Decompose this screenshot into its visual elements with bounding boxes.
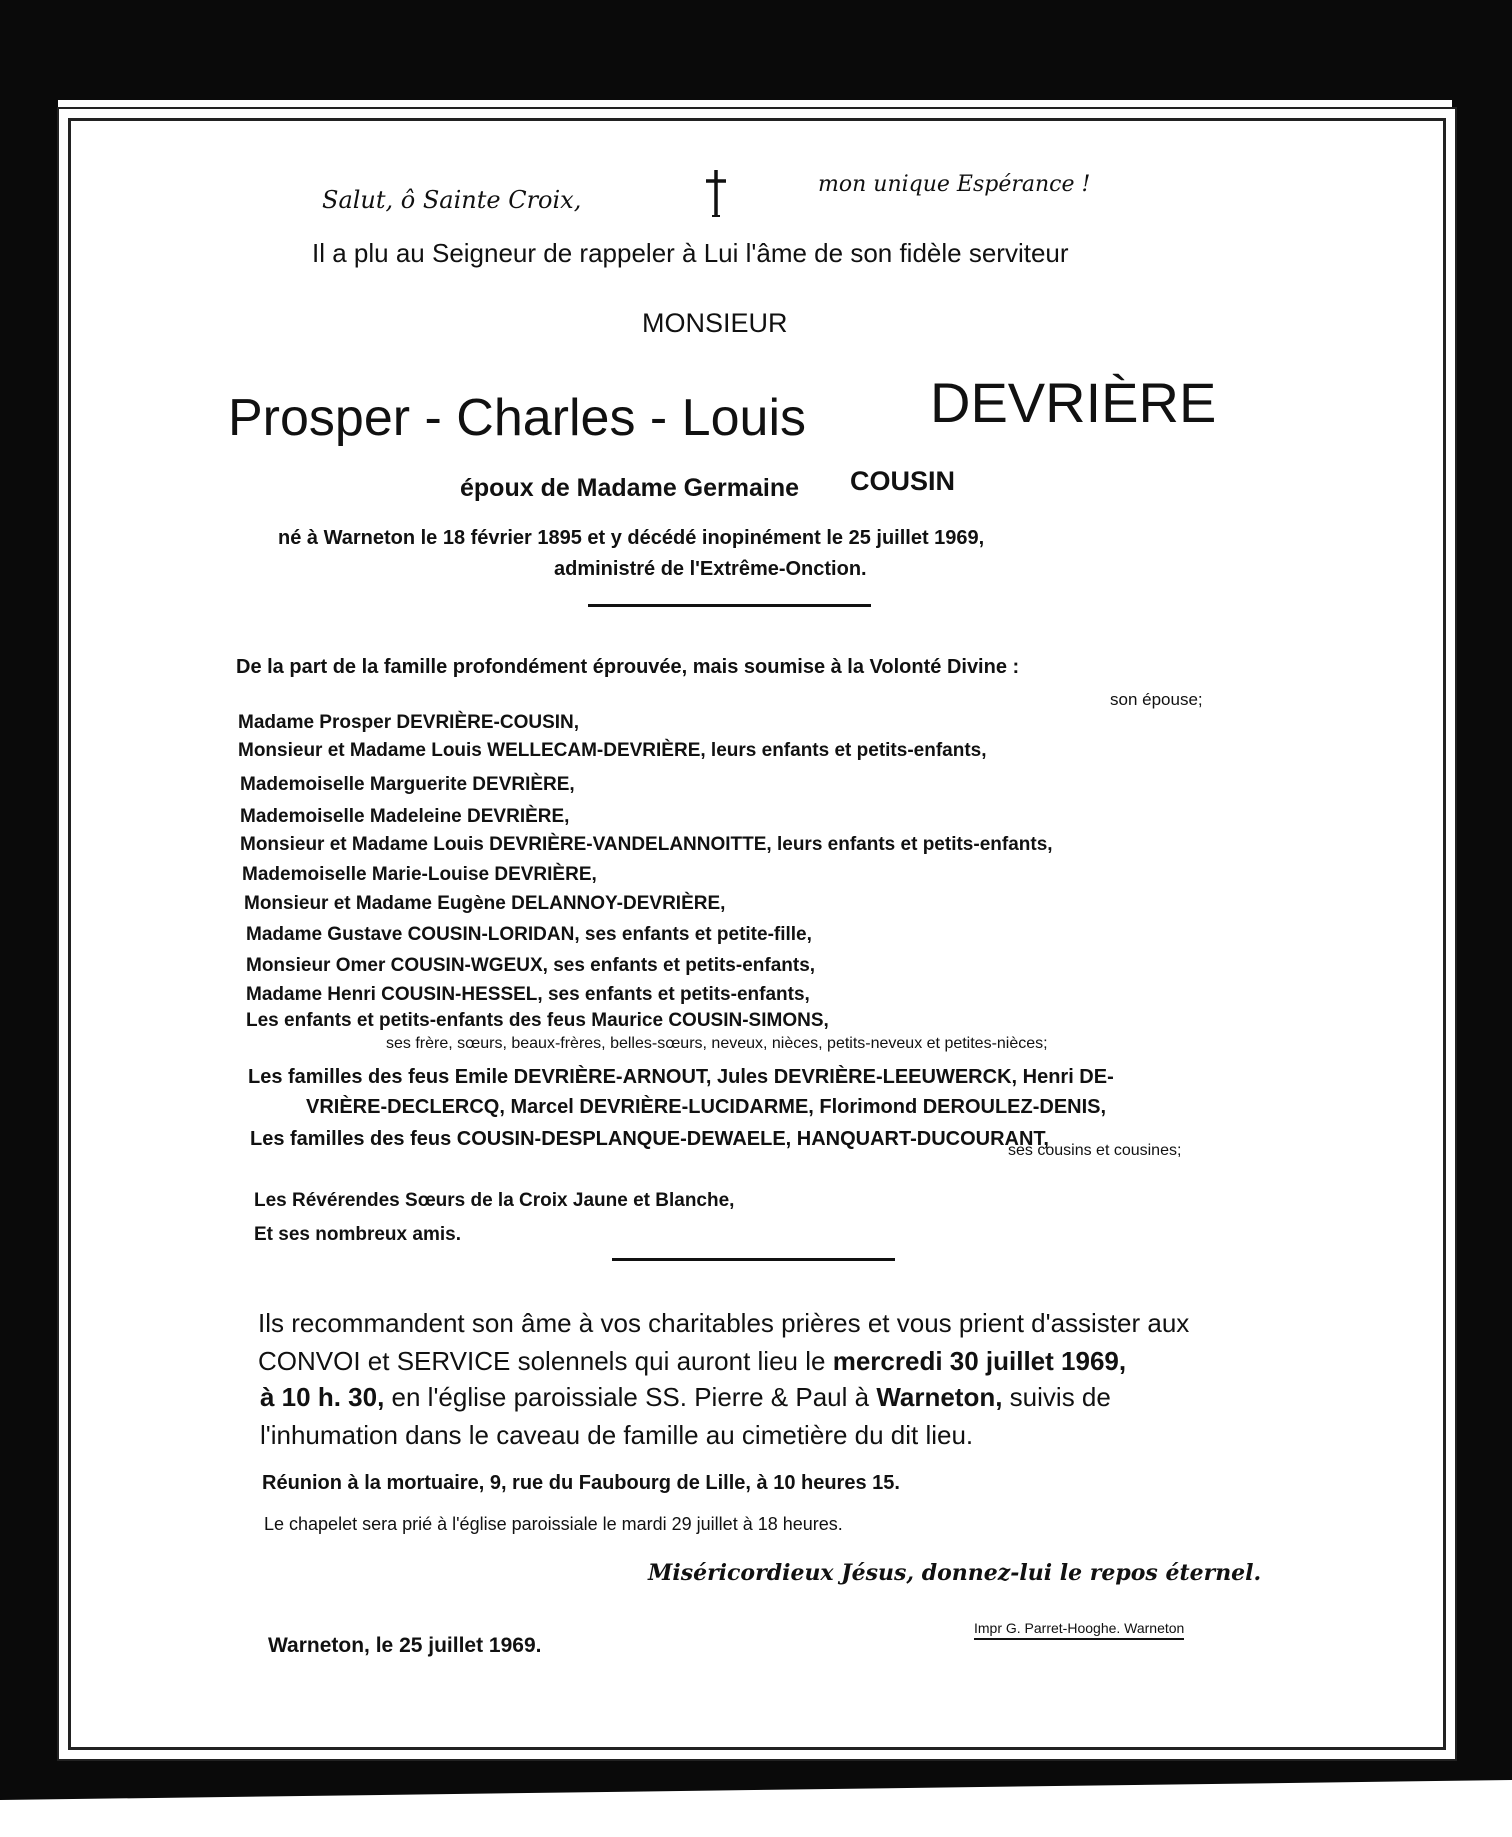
honorific: MONSIEUR	[642, 308, 788, 338]
service-town: Warneton,	[876, 1382, 1003, 1412]
salutation-right: mon unique Espérance !	[818, 172, 1091, 197]
family-line: Madame Gustave COUSIN-LORIDAN, ses enfants et petite-fille,	[246, 924, 812, 945]
family-line: Les enfants et petits-enfants des feus Maurice COUSIN-SIMONS,	[246, 1010, 829, 1031]
service-date: mercredi 30 juillet 1969,	[832, 1346, 1127, 1376]
family-spouse-role: son épouse;	[1110, 690, 1203, 709]
family-line: Mademoiselle Madeleine DEVRIÈRE,	[240, 806, 570, 827]
service-line-1: Ils recommandent son âme à vos charitables prières et vous prient d'assister aux	[258, 1308, 1190, 1338]
spouse-surname: COUSIN	[850, 466, 956, 496]
family-line: Monsieur et Madame Louis DEVRIÈRE-VANDELANNOITTE, leurs enfants et petits-enfants,	[240, 834, 1053, 855]
siblings-role: ses frère, sœurs, beaux-frères, belles-sœurs, neveux, nièces, petits-neveux et petites-nièces;	[386, 1035, 1048, 1052]
service-line-3-end: suivis de	[1002, 1382, 1111, 1412]
printer-credit: Impr G. Parret-Hooghe. Warneton	[974, 1620, 1184, 1640]
service-line-2-text: CONVOI et SERVICE solennels qui auront lieu le	[258, 1346, 833, 1376]
family-line: Mademoiselle Marguerite DEVRIÈRE,	[240, 774, 575, 795]
family-line: Monsieur Omer COUSIN-WGEUX, ses enfants et petits-enfants,	[246, 955, 816, 976]
deceased-surname: DEVRIÈRE	[930, 371, 1217, 434]
service-line-2	[258, 1346, 1126, 1377]
intro-line: Il a plu au Seigneur de rappeler à Lui l'âme de son fidèle serviteur	[312, 238, 1069, 268]
cousins-line: Les familles des feus COUSIN-DESPLANQUE-DEWAELE, HANQUART-DUCOURANT,	[250, 1128, 1049, 1150]
divider-bottom	[612, 1258, 895, 1261]
family-intro: De la part de la famille profondément éprouvée, mais soumise à la Volonté Divine :	[236, 656, 1020, 678]
family-spouse: Madame Prosper DEVRIÈRE-COUSIN,	[238, 712, 580, 733]
cousins-role: ses cousins et cousines;	[1008, 1142, 1182, 1159]
reunion-line: Réunion à la mortuaire, 9, rue du Faubourg de Lille, à 10 heures 15.	[262, 1472, 900, 1494]
cousins-line: Les familles des feus Emile DEVRIÈRE-ARNOUT, Jules DEVRIÈRE-LEEUWERCK, Henri DE-	[248, 1066, 1114, 1088]
spouse-line-prefix: époux de Madame Germaine	[460, 474, 800, 502]
birth-death-line: né à Warneton le 18 février 1895 et y décédé inopinément le 25 juillet 1969,	[278, 527, 985, 549]
cousins-line: VRIÈRE-DECLERCQ, Marcel DEVRIÈRE-LUCIDARME, Florimond DEROULEZ-DENIS,	[306, 1096, 1107, 1118]
rosary-line: Le chapelet sera prié à l'église paroissiale le mardi 29 juillet à 18 heures.	[264, 1514, 843, 1534]
sacrament-line: administré de l'Extrême-Onction.	[554, 558, 867, 580]
place-date: Warneton, le 25 juillet 1969.	[268, 1634, 542, 1657]
service-line-4: l'inhumation dans le caveau de famille au cimetière du dit lieu.	[260, 1420, 974, 1450]
family-line: Monsieur et Madame Louis WELLECAM-DEVRIÈRE, leurs enfants et petits-enfants,	[238, 740, 987, 761]
friends-line: Et ses nombreux amis.	[254, 1224, 461, 1245]
sisters-line: Les Révérendes Sœurs de la Croix Jaune et Blanche,	[254, 1190, 735, 1211]
prayer-line: Miséricordieux Jésus, donnez-lui le repos éternel.	[648, 1560, 1262, 1586]
family-line: Madame Henri COUSIN-HESSEL, ses enfants et petits-enfants,	[246, 984, 810, 1005]
divider-top	[588, 604, 871, 607]
service-time: à 10 h. 30,	[260, 1382, 385, 1412]
salutation-left: Salut, ô Sainte Croix,	[322, 186, 582, 214]
family-line: Monsieur et Madame Eugène DELANNOY-DEVRIÈRE,	[244, 893, 726, 914]
cross-icon	[701, 168, 731, 218]
family-line: Mademoiselle Marie-Louise DEVRIÈRE,	[242, 864, 597, 885]
service-church: en l'église paroissiale SS. Pierre & Paul à	[384, 1382, 877, 1412]
deceased-given-names: Prosper - Charles - Louis	[228, 389, 806, 447]
service-line-3	[260, 1382, 1111, 1413]
